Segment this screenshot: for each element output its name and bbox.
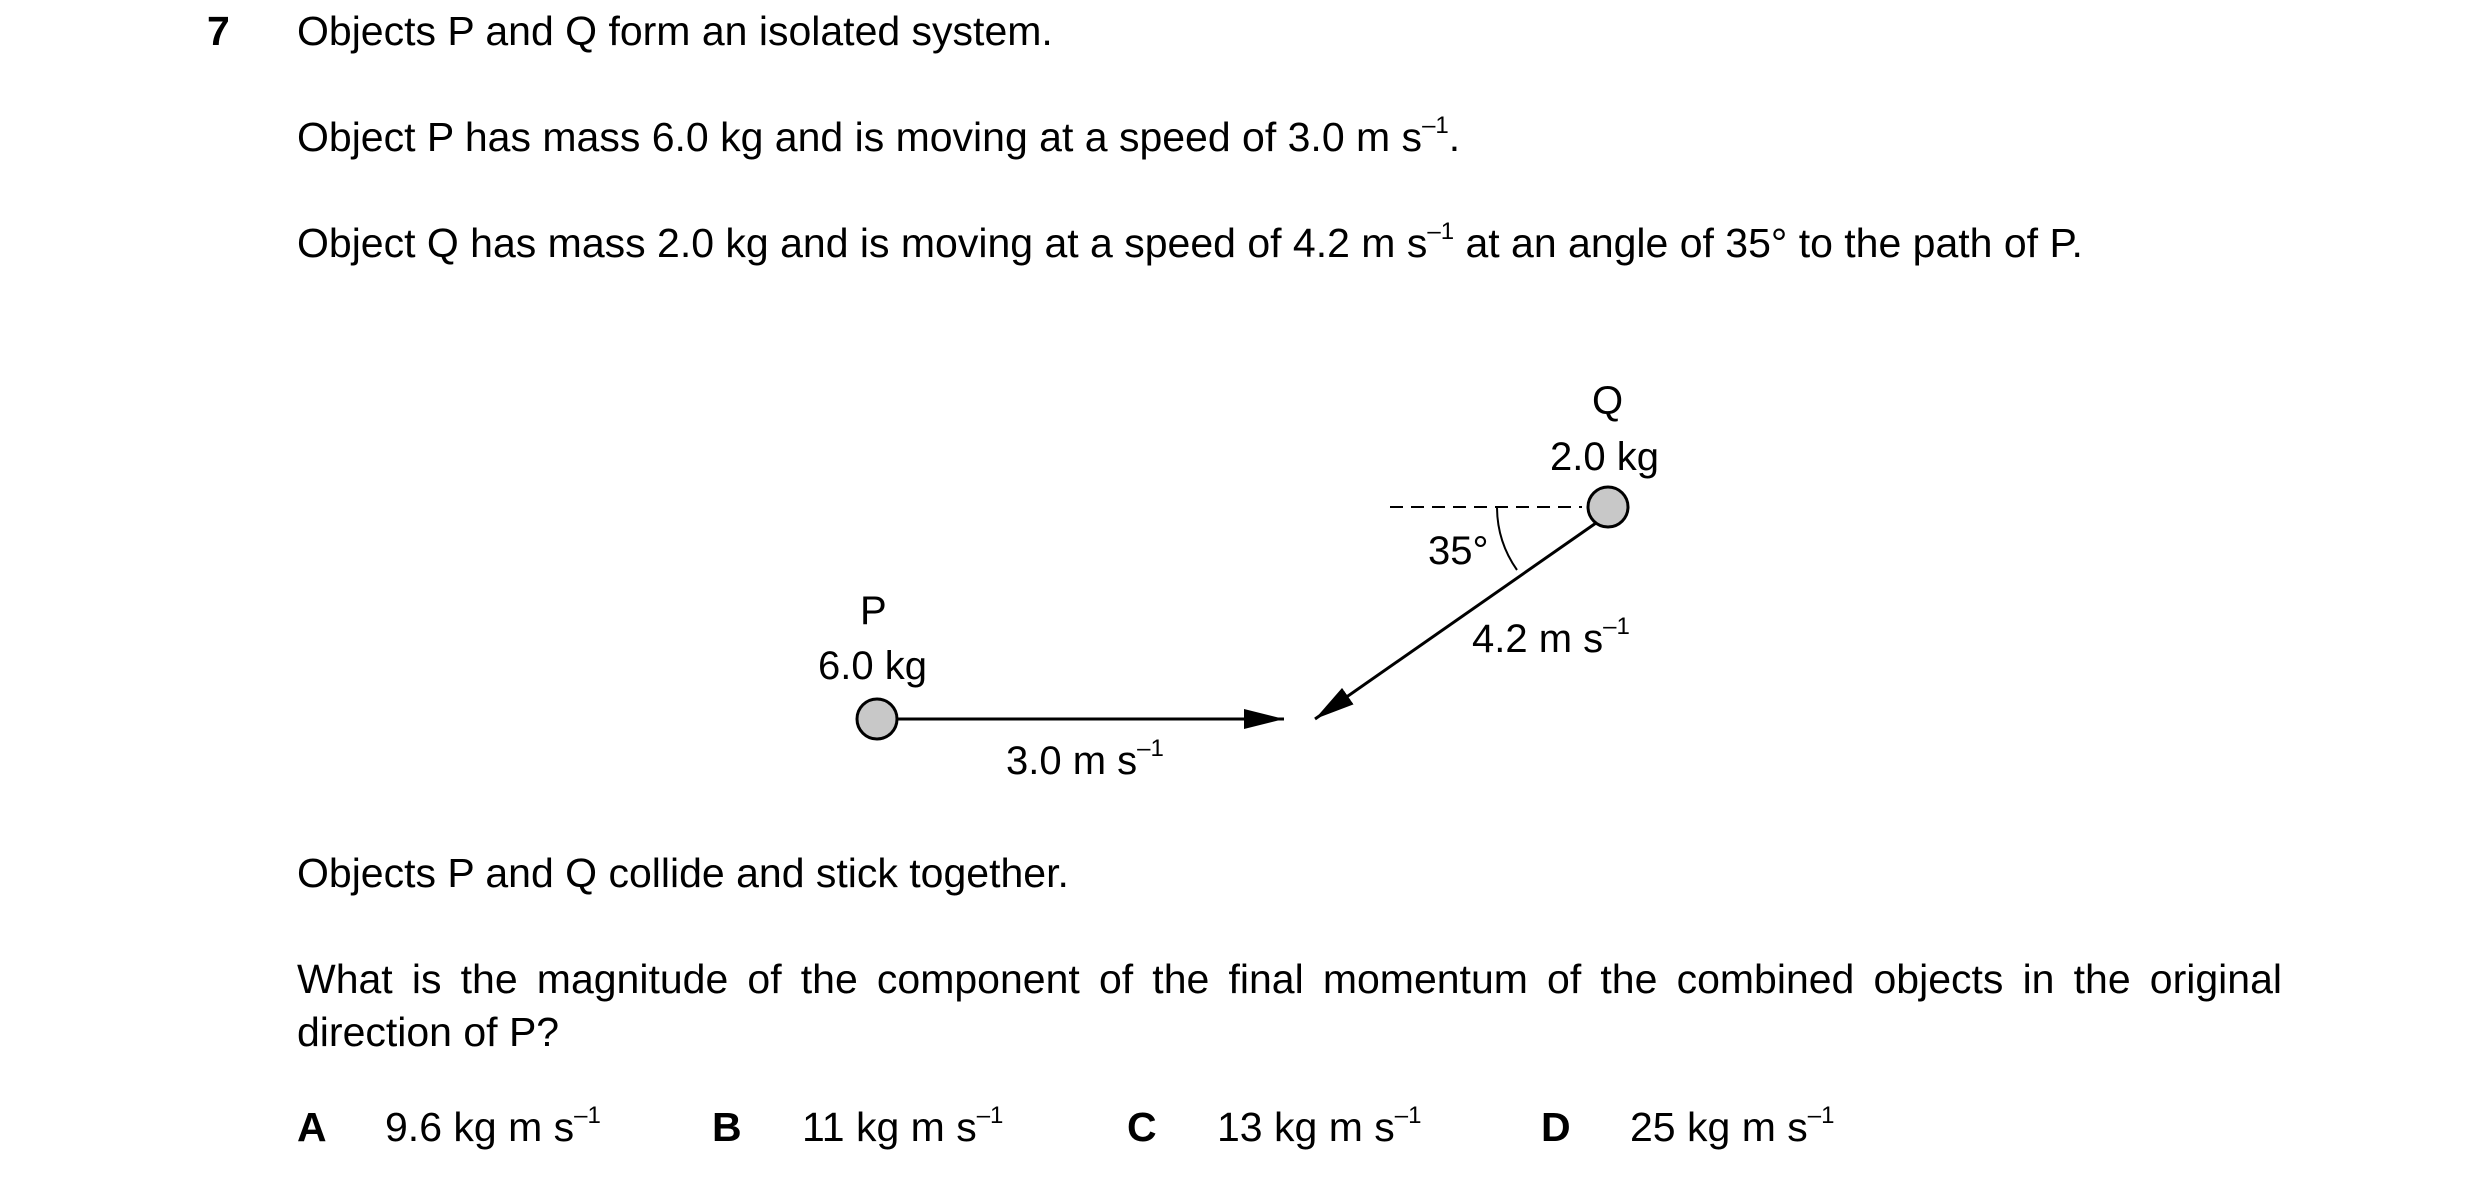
collision-text: Objects P and Q collide and stick together. [297,850,1069,896]
object-q-speed-label [1472,615,1630,669]
question-prompt: What is the magnitude of the component of the final momentum of the combined objects in the original direction of P? [297,956,2282,1055]
object-p-description-suffix: . [1448,114,1461,160]
option-d-value [1630,1101,1834,1160]
option-c-exponent: –1 [1394,1102,1422,1129]
option-a-value [385,1101,601,1160]
option-b-value [802,1101,1003,1160]
option-b-letter: B [712,1104,742,1150]
object-p-speed-label-exponent: –1 [1137,735,1164,762]
option-b-exponent: –1 [976,1102,1004,1129]
object-p-speed-value: 3.0 m s [1006,739,1138,783]
option-a-letter: A [297,1104,327,1150]
option-a-value-text: 9.6 kg m s [385,1104,575,1150]
object-q-description-text: Object Q has mass 2.0 kg and is moving at a speed of 4.2 m s [297,220,1428,266]
object-p [857,699,897,739]
object-q-label: Q [1592,379,1624,423]
object-q-speed-value: 4.2 m s [1472,617,1604,661]
object-p-speed-label [1006,737,1164,791]
object-q [1588,487,1628,527]
intro-text: Objects P and Q form an isolated system. [297,8,1053,54]
angle-label: 35° [1428,529,1489,573]
angle-arc [1497,507,1517,570]
object-q-description-suffix: at an angle of 35° to the path of P. [1454,220,2083,266]
object-p-description-text: Object P has mass 6.0 kg and is moving at a speed of 3.0 m s [297,114,1423,160]
object-p-speed-exponent: –1 [1422,112,1449,139]
option-c-letter: C [1127,1104,1157,1150]
object-p-label: P [860,589,887,633]
option-b-value-text: 11 kg m s [802,1104,977,1150]
object-q-speed-exponent: –1 [1427,218,1455,245]
question-number: 7 [207,8,230,54]
object-q-mass: 2.0 kg [1550,435,1659,479]
option-c-value-text: 13 kg m s [1217,1104,1395,1150]
option-d-exponent: –1 [1807,1102,1835,1129]
object-p-mass: 6.0 kg [818,644,927,688]
option-d-letter: D [1541,1104,1571,1150]
option-c-value [1217,1101,1421,1160]
option-d-value-text: 25 kg m s [1630,1104,1808,1150]
option-a-exponent: –1 [574,1102,601,1129]
object-q-speed-label-exponent: –1 [1603,613,1630,640]
